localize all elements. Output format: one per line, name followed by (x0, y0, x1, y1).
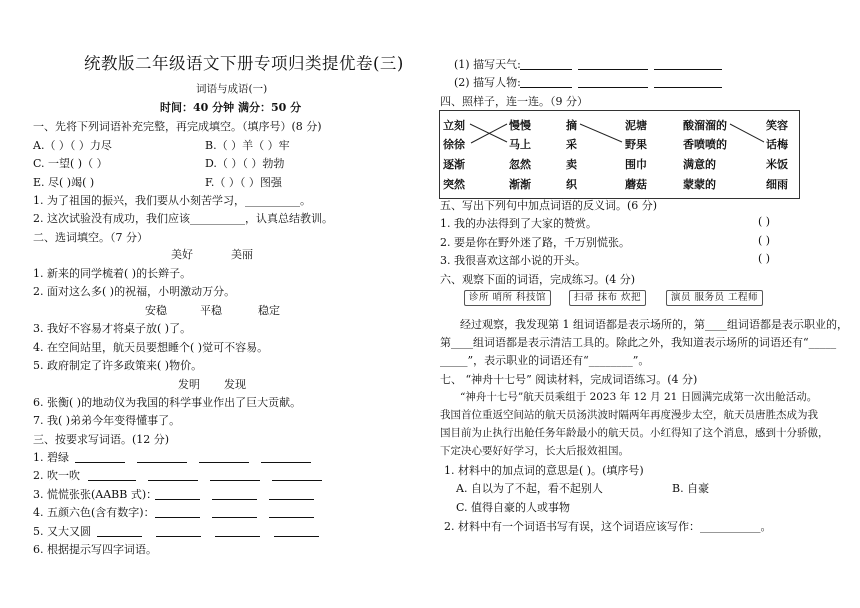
q7-material-line-3: 国目前为止执行出舱任务年龄最小的航天员。小红得知了这个消息，感到十分骄傲， (440, 427, 829, 439)
q4-g2b-1[interactable]: 野果 (625, 138, 647, 151)
q7-material-line-4: 下定决心要好好学习，长大后报效祖国。 (440, 445, 629, 457)
q4-g2a-0[interactable]: 摘 (566, 119, 577, 132)
q4-g2a-3[interactable]: 织 (566, 178, 577, 191)
q4-g2a-2[interactable]: 卖 (566, 158, 577, 171)
q5-header: 五、写出下列句中加点词语的反义词。(6 分) (440, 199, 658, 212)
q2-header: 二、选词填空。（7 分） (33, 231, 148, 244)
q4-g1a-2: 逐渐 (443, 158, 465, 171)
q6-paragraph-line-2: 第____组词语都是表示清洁工具的。除此之外，我知道表示场所的词语还有“_____ (440, 336, 837, 349)
q4-g2a-1[interactable]: 采 (566, 138, 577, 151)
q1-sentence-2: 2. 这次试验没有成功，我们应该__________，认真总结教训。 (33, 212, 333, 225)
q4-g1a-3: 突然 (443, 178, 465, 191)
page-subtitle: 词语与成语(一) (196, 83, 268, 95)
q6-header: 六、观察下面的词语，完成练习。(4 分) (440, 273, 636, 286)
q2-sentence-6: 6. 张衡( )的地动仪为我国的科学事业作出了巨大贡献。 (33, 396, 302, 409)
q3-item-2-blanks[interactable] (88, 470, 322, 484)
q5-answer-2[interactable]: ( ) (758, 234, 771, 247)
time-info: 时间：40 分钟 满分：50 分 (160, 101, 302, 114)
page-title: 统教版二年级语文下册专项归类提优卷(三) (84, 54, 404, 73)
q4-g3a-0[interactable]: 酸溜溜的 (683, 119, 727, 132)
q7-option-b[interactable]: B. 自豪 (672, 482, 710, 495)
q4-matching-box (439, 110, 800, 199)
q3-item-1 (33, 449, 69, 465)
q3-item-2-label: 2. 吹一吹 (33, 469, 80, 482)
q2-word-2: 美丽 (231, 248, 253, 261)
q4-g1a-0: 立刻 (443, 119, 465, 132)
q2-word-1: 美好 (171, 248, 193, 261)
q4-g2b-3[interactable]: 蘑菇 (625, 178, 647, 191)
describe-weather-label: (1) 描写天气: (454, 58, 521, 71)
q1-header: 一、先将下列词语补充完整，再完成填空。（填序号）(8 分) (33, 120, 322, 133)
q4-g1b-2[interactable]: 忽然 (509, 158, 531, 171)
q7-header: 七、 “神舟十七号” 阅读材料，完成词语练习。(4 分) (440, 373, 698, 386)
q4-g3a-3[interactable]: 蒙蒙的 (683, 178, 716, 191)
q3-item-1-blanks[interactable] (75, 452, 311, 466)
q7-question-2: 2. 材料中有一个词语书写有误，这个词语应该写作：___________。 (444, 520, 772, 533)
q5-answer-3[interactable]: ( ) (758, 252, 771, 265)
q5-sentence-2: 2. 要是你在野外迷了路，千万别慌张。 (440, 236, 630, 249)
q4-g3a-1[interactable]: 香喷喷的 (683, 138, 727, 151)
q4-g3b-1[interactable]: 话梅 (766, 138, 788, 151)
q2-word-6: 发明 (178, 378, 200, 391)
q4-g1a-1: 徐徐 (443, 138, 465, 151)
q2-sentence-3: 3. 我好不容易才将桌子放( )了。 (33, 322, 192, 335)
q4-g3b-0[interactable]: 笑容 (766, 119, 788, 132)
q4-g3b-3[interactable]: 细雨 (766, 178, 788, 191)
q7-question-1: 1. 材料中的加点词的意思是( )。(填序号) (444, 464, 644, 477)
q3-item-5 (33, 523, 91, 539)
q1-option-f: F.（ ）（ ）图强 (205, 176, 282, 189)
describe-person-blanks[interactable] (520, 77, 722, 91)
q6-word-group-1: 诊所 哨所 科技馆 (464, 290, 551, 306)
q6-paragraph-line-3: _____”，表示职业的词语还有“________”。 (440, 354, 650, 367)
describe-weather-blanks[interactable] (520, 59, 722, 73)
q6-word-group-2: 扫帚 抹布 炊把 (569, 290, 646, 306)
q6-paragraph-line-1: 经过观察，我发现第 1 组词语都是表示场所的，第____组词语都是表示职业的， (460, 318, 848, 331)
q1-sentence-1: 1. 为了祖国的振兴，我们要从小刻苦学习，__________。 (33, 194, 311, 207)
q4-g1b-1[interactable]: 马上 (509, 138, 531, 151)
q3-item-4 (33, 504, 155, 520)
q6-word-group-3: 演员 服务员 工程师 (666, 290, 763, 306)
q2-sentence-4: 4. 在空间站里，航天员要想睡个( )觉可不容易。 (33, 341, 269, 354)
q4-g1b-3[interactable]: 渐渐 (509, 178, 531, 191)
q4-g3a-2[interactable]: 满意的 (683, 158, 716, 171)
q5-answer-1[interactable]: ( ) (758, 215, 771, 228)
q2-word-5: 稳定 (258, 304, 280, 317)
q2-sentence-5: 5. 政府制定了许多政策来( )物价。 (33, 359, 203, 372)
q3-item-1-label: 1. 碧绿 (33, 451, 69, 464)
q7-option-c[interactable]: C. 值得自豪的人或事物 (456, 501, 571, 514)
q3-item-5-blanks[interactable] (97, 526, 319, 540)
q4-g2b-2[interactable]: 围巾 (625, 158, 647, 171)
q3-item-2 (33, 467, 80, 483)
q1-option-b: B.（ ）羊（ ）牢 (205, 139, 290, 152)
q3-header: 三、按要求写词语。(12 分) (33, 433, 170, 446)
q7-material-line-1: “神舟十七号”航天员乘组于 2023 年 12 月 21 日圆满完成第一次出舱活动。 (460, 391, 818, 403)
q5-sentence-1: 1. 我的办法得到了大家的赞赏。 (440, 217, 597, 230)
q1-option-a: A.（ ）（ ）力尽 (33, 139, 112, 152)
q3-item-6: 6. 根据提示写四字词语。 (33, 543, 157, 556)
q3-item-3-blanks[interactable] (155, 489, 314, 503)
q2-sentence-7: 7. 我( )弟弟今年变得懂事了。 (33, 414, 181, 427)
q3-item-3-label: 3. 慌慌张张(AABB 式)： (33, 488, 158, 501)
q3-item-4-blanks[interactable] (155, 507, 314, 521)
q7-material-line-2: 我国首位重返空间站的航天员汤洪波时隔两年再度漫步太空，航天员唐胜杰成为我 (440, 409, 818, 421)
q3-item-4-label: 4. 五颜六色(含有数字)： (33, 506, 155, 519)
q3-item-3 (33, 486, 157, 502)
q7-option-a[interactable]: A. 自以为了不起，看不起别人 (456, 482, 603, 495)
describe-person (454, 74, 521, 90)
q2-sentence-1: 1. 新来的同学梳着( )的长辫子。 (33, 267, 192, 280)
q1-option-d: D.（ ）（ ）勃勃 (205, 157, 285, 170)
q2-word-4: 平稳 (200, 304, 222, 317)
q4-g3b-2[interactable]: 米饭 (766, 158, 788, 171)
describe-person-label: (2) 描写人物: (454, 76, 521, 89)
q4-header: 四、照样子，连一连。（9 分） (440, 95, 588, 108)
describe-weather (454, 56, 521, 72)
q5-sentence-3: 3. 我很喜欢这部小说的开头。 (440, 254, 586, 267)
q1-option-e: E. 尽( )竭( ) (33, 176, 95, 189)
q2-word-7: 发现 (224, 378, 246, 391)
q3-item-5-label: 5. 又大又圆 (33, 525, 91, 538)
q2-sentence-2: 2. 面对这么多( )的祝福，小明激动万分。 (33, 285, 236, 298)
q4-g2b-0[interactable]: 泥塘 (625, 119, 647, 132)
q4-g1b-0[interactable]: 慢慢 (509, 119, 531, 132)
q2-word-3: 安稳 (145, 304, 167, 317)
q1-option-c: C. 一望( )（ ） (33, 157, 108, 170)
